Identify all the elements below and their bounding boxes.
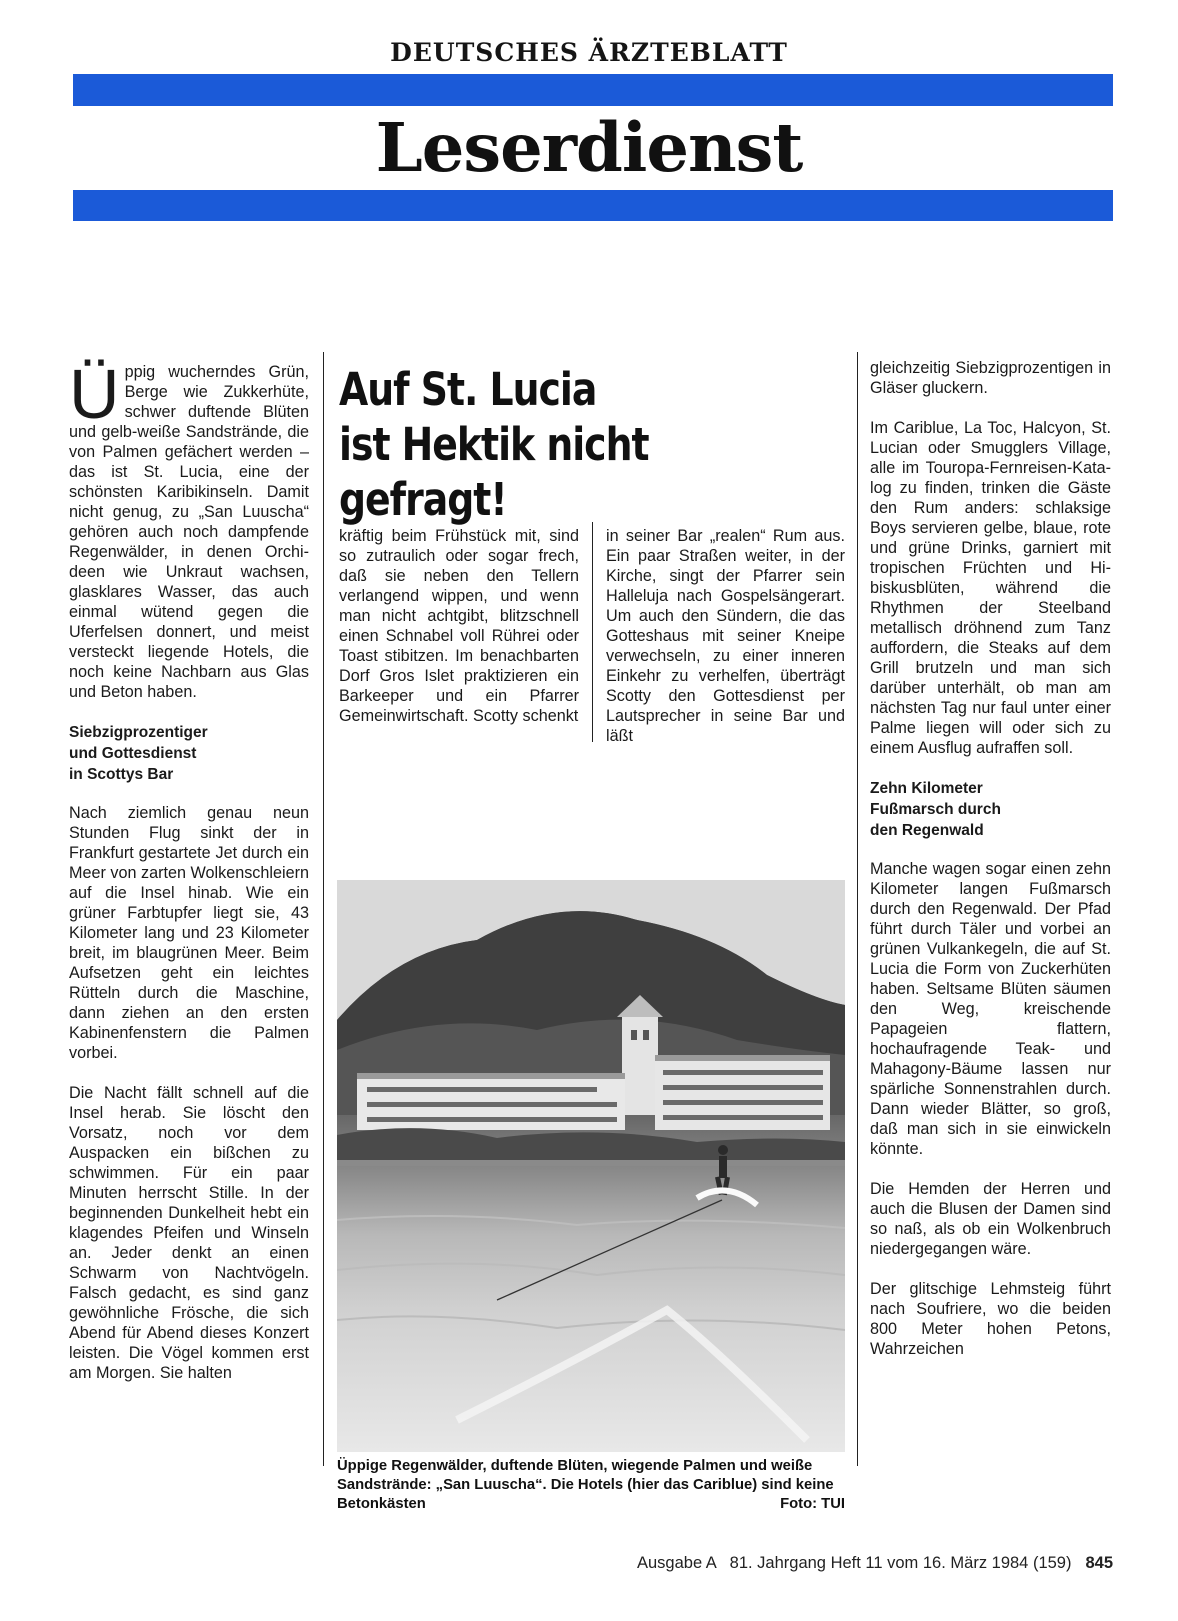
subheading-line: Zehn Kilometer xyxy=(870,780,983,797)
paragraph: Der glitschige Lehmsteig führt nach Soufriere, wo die beiden 800 Meter hohen Petons, Wahrzeichen xyxy=(870,1280,1111,1358)
paragraph: Nach ziemlich genau neun Stunden Flug sinkt der in Frankfurt gestartete Jet durch ein Meer von zarten Wolkenschleiern auf die Insel hinab. Wie ein grüner Farbtupfer liegt sie, 43 Kilometer lang und 23 Kilometer breit, im blaugrünen Meer. Beim Aufsetzen geht ein leichtes Rütteln durch die Maschine, dann ziehen an den ersten Kabinenfenstern die Palmen vorbei. xyxy=(69,804,309,1062)
drop-cap: Ü xyxy=(69,355,120,433)
page-number: 845 xyxy=(1085,1554,1113,1572)
paragraph: Die Nacht fällt schnell auf die Insel herab. Sie löscht den Vorsatz, noch vor dem Auspacken ein bißchen zu schwimmen. Für ein paar Minuten herrscht Stille. In der beginnenden Dunkelheit hebt ein klagendes Pfeifen und Winseln an. Jeder denkt an einen Schwarm von Nachtvögeln. Falsch gedacht, es sind ganz gewöhnliche Frösche, die sich Abend für Abend dieses Konzert leisten. Die Vögel kommen erst am Morgen. Sie halten xyxy=(69,1084,309,1382)
photo-caption xyxy=(337,1457,845,1514)
headline-line: ist Hektik nicht gefragt! xyxy=(339,418,649,526)
intro-paragraph xyxy=(69,355,309,702)
article-column-4 xyxy=(870,358,1111,1379)
paragraph: gleichzeitig Siebzigprozentigen in Gläser gluckern. xyxy=(870,359,1111,397)
subheading-line: den Regenwald xyxy=(870,822,984,839)
subheading-line: in Scottys Bar xyxy=(69,766,174,783)
top-color-band xyxy=(73,74,1113,106)
headline-line: Auf St. Lucia xyxy=(339,363,597,416)
photo-credit: Foto: TUI xyxy=(780,1496,845,1512)
subheading-line: und Gottesdienst xyxy=(69,745,197,762)
subheading-line: Fußmarsch durch xyxy=(870,801,1001,818)
paragraph: kräftig beim Frühstück mit, sind so zutraulich oder sogar frech, daß sie neben den Tellern verlangend wippen, und wenn man nicht achtgibt, blitzschnell einen Schnabel voll Rührei oder Toast stibitzen. Im benachbarten Dorf Gros Islet praktizieren ein Barkeeper und ein Pfarrer Gemeinwirtschaft. Scotty schenkt xyxy=(339,527,579,725)
article-column-2 xyxy=(339,526,579,726)
paragraph: Manche wagen sogar einen zehn Kilometer langen Fußmarsch durch den Regenwald. Der Pfad führt durch Täler und vorbei an grünen Vulkankegeln, die auf St. Lucia die Form von Zuckerhüten haben. Seltsame Blüten säumen den Weg, kreischende Papageien flattern, hochaufragende Teak- und Mahagony-Bäume lassen nur spärliche Sonnenstrahlen durch. Dann wieder Blätter, so groß, daß man sich in sie einwickeln könnte. xyxy=(870,860,1111,1158)
article-column-1 xyxy=(69,355,309,1403)
column-rule xyxy=(857,352,858,1466)
masthead: DEUTSCHES ÄRZTEBLATT xyxy=(390,38,788,67)
subheading-line: Siebzigprozentiger xyxy=(69,724,208,741)
intro-text: ppig wucherndes Grün, Berge wie Zukkerhüte, schwer duftende Blüten und gelb-weiße Sandstrände, die von Palmen gefächert werden – das ist St. Lucia, eine der schönsten Karibikinseln. Damit nicht genug, zu „San Luuscha“ gehören auch noch dampfende Regenwälder, in denen Orchideen wie Unkraut wachsen, glasklares Wasser, das auch einmal wütend gegen die Uferfelsen donnert, und meist versteckt liegende Hotels, die noch keine Nachbarn aus Glas und Beton haben. xyxy=(69,363,309,701)
article-headline xyxy=(339,362,767,527)
subheading-scottys-bar xyxy=(69,722,309,785)
section-title: Leserdienst xyxy=(375,108,803,187)
issue-info: Ausgabe A 81. Jahrgang Heft 11 vom 16. März 1984 (159) xyxy=(637,1554,1072,1572)
paragraph: Im Cariblue, La Toc, Halcyon, St. Lucian oder Smugglers Village, alle im Touropa-Fernreisen-Katalog zu finden, trinken die Gäste den Rum anders: schlaksige Boys servieren gelbe, blaue, rote und grüne Drinks, garniert mit tropischen Früchten und Hibiskusblüten, während die Rhythmen der Steelband metallisch dröhnend zum Tanz auffordern, die Steaks auf dem Grill brutzeln und man sich darüber unterhält, ob man am nächsten Tag nur faul unter einer Palme liegen will oder sich zu einem Ausflug aufraffen soll. xyxy=(870,419,1111,757)
paragraph: in seiner Bar „realen“ Rum aus. Ein paar Straßen weiter, in der Kirche, singt der Pfarrer sein Halleluja nach Gospelsängerart. Um auch den Sündern, die das Gotteshaus mit seiner Kneipe verwechseln, zu einer inneren Einkehr zu verhelfen, überträgt Scotty den Gottesdienst per Lautsprecher in seine Bar und läßt xyxy=(606,527,845,745)
hotel-beach-photo xyxy=(337,880,845,1452)
bottom-color-band xyxy=(73,190,1113,221)
caption-text: Üppige Regenwälder, duftende Blüten, wiegende Palmen und weiße Sandstrände: „San Luuscha“. Die Hotels (hier das Cariblue) sind keine Betonkästen xyxy=(337,1458,834,1512)
paragraph: Die Hemden der Herren und auch die Blusen der Damen sind so naß, als ob ein Wolkenbruch niedergegangen wäre. xyxy=(870,1180,1111,1258)
article-column-3 xyxy=(606,526,845,746)
column-rule xyxy=(592,522,593,742)
subheading-regenwald xyxy=(870,778,1111,841)
column-rule xyxy=(323,352,324,1466)
page-footer xyxy=(538,1554,1113,1573)
